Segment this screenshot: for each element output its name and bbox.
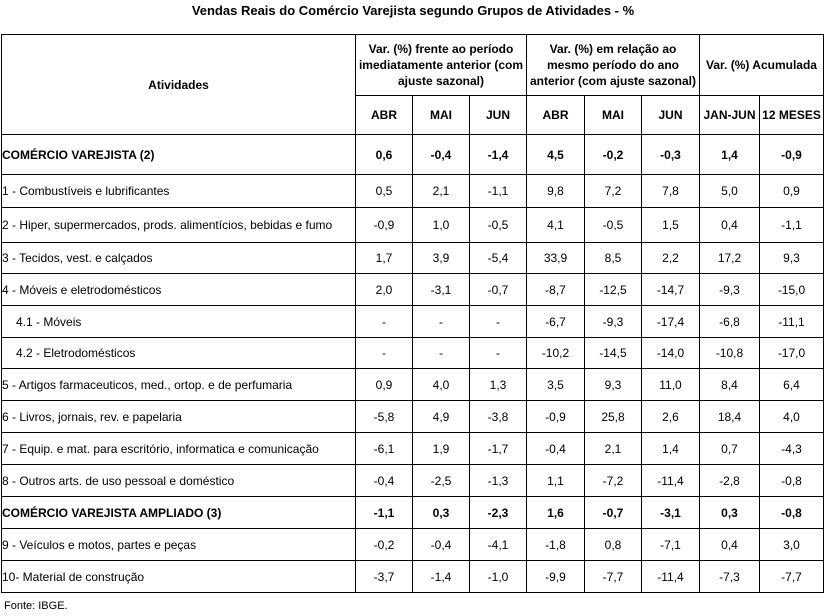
value-cell: - — [470, 306, 527, 338]
value-cell: -1,4 — [470, 135, 527, 175]
value-cell: 2,0 — [356, 274, 413, 306]
value-cell: -0,9 — [527, 401, 585, 433]
value-cell: - — [356, 338, 413, 369]
activity-name: 7 - Equip. e mat. para escritório, informatica e comunicação — [2, 433, 356, 465]
value-cell: 9,3 — [585, 369, 642, 401]
value-cell: -12,5 — [585, 274, 642, 306]
value-cell: 7,8 — [642, 175, 700, 208]
col-header: MAI — [585, 96, 642, 135]
sales-table — [1, 34, 824, 593]
col-header: JUN — [470, 96, 527, 135]
value-cell: -1,3 — [470, 465, 527, 497]
table-row — [2, 338, 824, 369]
table-row — [2, 401, 824, 433]
value-cell: -6,1 — [356, 433, 413, 465]
header-group-row — [2, 35, 824, 96]
value-cell: 0,3 — [700, 497, 760, 529]
value-cell: 1,6 — [527, 497, 585, 529]
value-cell: -0,7 — [585, 497, 642, 529]
value-cell: -14,5 — [585, 338, 642, 369]
table-row — [2, 465, 824, 497]
value-cell: 8,5 — [585, 243, 642, 274]
value-cell: - — [356, 306, 413, 338]
value-cell: 2,1 — [585, 433, 642, 465]
value-cell: -11,1 — [760, 306, 824, 338]
value-cell: -0,2 — [356, 529, 413, 561]
value-cell: 0,9 — [356, 369, 413, 401]
value-cell: -2,8 — [700, 465, 760, 497]
value-cell: 4,0 — [413, 369, 470, 401]
value-cell: -4,1 — [470, 529, 527, 561]
activity-name: 4 - Móveis e eletrodomésticos — [2, 274, 356, 306]
activities-header: Atividades — [2, 35, 356, 135]
value-cell: -14,0 — [642, 338, 700, 369]
value-cell: 25,8 — [585, 401, 642, 433]
value-cell: 0,5 — [356, 175, 413, 208]
activity-name: 1 - Combustíveis e lubrificantes — [2, 175, 356, 208]
col-header: ABR — [527, 96, 585, 135]
activity-name: 10- Material de construção — [2, 561, 356, 593]
value-cell: - — [470, 338, 527, 369]
value-cell: -6,7 — [527, 306, 585, 338]
value-cell: -0,5 — [585, 208, 642, 243]
value-cell: -5,8 — [356, 401, 413, 433]
col-header: JUN — [642, 96, 700, 135]
value-cell: 2,1 — [413, 175, 470, 208]
value-cell: 7,2 — [585, 175, 642, 208]
value-cell: -3,1 — [642, 497, 700, 529]
activity-name: 2 - Hiper, supermercados, prods. alimentícios, bebidas e fumo — [2, 208, 356, 243]
value-cell: -10,2 — [527, 338, 585, 369]
value-cell: -3,1 — [413, 274, 470, 306]
value-cell: 1,4 — [642, 433, 700, 465]
value-cell: -8,7 — [527, 274, 585, 306]
activity-name: 9 - Veículos e motos, partes e peças — [2, 529, 356, 561]
value-cell: 2,6 — [642, 401, 700, 433]
value-cell: -1,4 — [413, 561, 470, 593]
value-cell: -0,7 — [470, 274, 527, 306]
table-row — [2, 561, 824, 593]
value-cell: 6,4 — [760, 369, 824, 401]
value-cell: -0,5 — [470, 208, 527, 243]
value-cell: -5,4 — [470, 243, 527, 274]
value-cell: -7,2 — [585, 465, 642, 497]
value-cell: 0,3 — [413, 497, 470, 529]
value-cell: -0,9 — [356, 208, 413, 243]
value-cell: 9,3 — [760, 243, 824, 274]
table-row — [2, 369, 824, 401]
value-cell: 3,5 — [527, 369, 585, 401]
value-cell: -0,8 — [760, 465, 824, 497]
activity-name: COMÉRCIO VAREJISTA (2) — [2, 135, 356, 175]
value-cell: 1,7 — [356, 243, 413, 274]
table-row — [2, 243, 824, 274]
value-cell: 1,4 — [700, 135, 760, 175]
value-cell: 0,6 — [356, 135, 413, 175]
value-cell: 5,0 — [700, 175, 760, 208]
activity-name: COMÉRCIO VAREJISTA AMPLIADO (3) — [2, 497, 356, 529]
value-cell: 1,0 — [413, 208, 470, 243]
value-cell: -6,8 — [700, 306, 760, 338]
value-cell: 3,0 — [760, 529, 824, 561]
value-cell: 2,2 — [642, 243, 700, 274]
value-cell: -0,4 — [356, 465, 413, 497]
value-cell: -4,3 — [760, 433, 824, 465]
col-header: ABR — [356, 96, 413, 135]
value-cell: -11,4 — [642, 561, 700, 593]
value-cell: 1,1 — [527, 465, 585, 497]
table-row — [2, 135, 824, 175]
activity-name: 3 - Tecidos, vest. e calçados — [2, 243, 356, 274]
value-cell: -0,3 — [642, 135, 700, 175]
table-row — [2, 529, 824, 561]
value-cell: 0,9 — [760, 175, 824, 208]
table-row — [2, 175, 824, 208]
value-cell: -3,7 — [356, 561, 413, 593]
value-cell: -7,7 — [760, 561, 824, 593]
value-cell: -1,7 — [470, 433, 527, 465]
activity-name: 5 - Artigos farmaceuticos, med., ortop. e de perfumaria — [2, 369, 356, 401]
value-cell: -17,0 — [760, 338, 824, 369]
value-cell: -1,1 — [356, 497, 413, 529]
value-cell: 3,9 — [413, 243, 470, 274]
activity-name: 4.2 - Eletrodomésticos — [2, 338, 356, 369]
activity-name: 8 - Outros arts. de uso pessoal e doméstico — [2, 465, 356, 497]
value-cell: 0,4 — [700, 529, 760, 561]
value-cell: -11,4 — [642, 465, 700, 497]
value-cell: -9,9 — [527, 561, 585, 593]
table-title: Vendas Reais do Comércio Varejista segundo Grupos de Atividades - % — [191, 3, 635, 18]
value-cell: -0,2 — [585, 135, 642, 175]
table-row — [2, 208, 824, 243]
value-cell: 1,5 — [642, 208, 700, 243]
value-cell: -15,0 — [760, 274, 824, 306]
value-cell: 0,4 — [700, 208, 760, 243]
value-cell: - — [413, 338, 470, 369]
table-row — [2, 433, 824, 465]
value-cell: 4,0 — [760, 401, 824, 433]
value-cell: -0,4 — [527, 433, 585, 465]
value-cell: -0,4 — [413, 135, 470, 175]
value-cell: -9,3 — [585, 306, 642, 338]
col-header: 12 MESES — [760, 96, 824, 135]
value-cell: 1,9 — [413, 433, 470, 465]
value-cell: -9,3 — [700, 274, 760, 306]
activity-name: 4.1 - Móveis — [2, 306, 356, 338]
value-cell: 17,2 — [700, 243, 760, 274]
value-cell: -7,7 — [585, 561, 642, 593]
value-cell: -7,1 — [642, 529, 700, 561]
value-cell: -7,3 — [700, 561, 760, 593]
value-cell: -14,7 — [642, 274, 700, 306]
value-cell: -1,1 — [760, 208, 824, 243]
col-header: MAI — [413, 96, 470, 135]
value-cell: -0,4 — [413, 529, 470, 561]
value-cell: -10,8 — [700, 338, 760, 369]
value-cell: 33,9 — [527, 243, 585, 274]
source-note: Fonte: IBGE. — [4, 600, 68, 612]
value-cell: 8,4 — [700, 369, 760, 401]
value-cell: 4,9 — [413, 401, 470, 433]
table-row — [2, 497, 824, 529]
value-cell: -2,3 — [470, 497, 527, 529]
value-cell: - — [413, 306, 470, 338]
value-cell: -0,9 — [760, 135, 824, 175]
value-cell: -3,8 — [470, 401, 527, 433]
value-cell: 1,3 — [470, 369, 527, 401]
value-cell: 4,1 — [527, 208, 585, 243]
value-cell: 0,7 — [700, 433, 760, 465]
col-header: JAN-JUN — [700, 96, 760, 135]
group-header-same-period-last-year: Var. (%) em relação ao mesmo período do ano anterior (com ajuste sazonal) — [527, 35, 700, 96]
value-cell: -0,8 — [760, 497, 824, 529]
group-header-accumulated: Var. (%) Acumulada — [700, 35, 824, 96]
activity-name: 6 - Livros, jornais, rev. e papelaria — [2, 401, 356, 433]
value-cell: -1,1 — [470, 175, 527, 208]
table-row — [2, 274, 824, 306]
table-body — [2, 135, 824, 593]
value-cell: 18,4 — [700, 401, 760, 433]
value-cell: -2,5 — [413, 465, 470, 497]
value-cell: 0,8 — [585, 529, 642, 561]
value-cell: 9,8 — [527, 175, 585, 208]
group-header-previous-period: Var. (%) frente ao período imediatamente anterior (com ajuste sazonal) — [356, 35, 527, 96]
value-cell: 11,0 — [642, 369, 700, 401]
table-row — [2, 306, 824, 338]
value-cell: -17,4 — [642, 306, 700, 338]
value-cell: -1,0 — [470, 561, 527, 593]
value-cell: 4,5 — [527, 135, 585, 175]
value-cell: -1,8 — [527, 529, 585, 561]
